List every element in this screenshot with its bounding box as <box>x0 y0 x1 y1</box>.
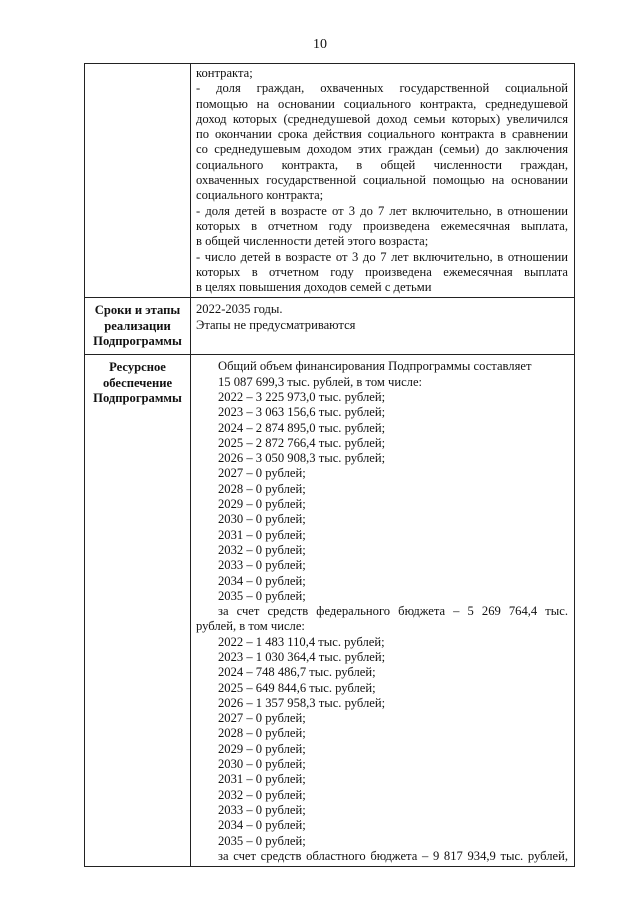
funding-total: 15 087 699,3 тыс. рублей, в том числе: <box>218 374 423 389</box>
indicators-label-cell <box>85 64 191 298</box>
funding-year-line: 2030 – 0 рублей; <box>218 512 306 527</box>
indicators-row <box>85 64 575 298</box>
regional-funding-line: за счет средств областного бюджета – 9 817 934,9 тыс. рублей, <box>218 848 568 863</box>
funding-year-line: 2026 – 3 050 908,3 тыс. рублей; <box>218 451 386 466</box>
federal-year-line: 2033 – 0 рублей; <box>218 802 306 817</box>
federal-year-line: 2032 – 0 рублей; <box>218 787 306 802</box>
federal-year-line: 2028 – 0 рублей; <box>218 726 306 741</box>
funding-cell <box>191 355 575 867</box>
indicator-line: - доля детей в возрасте от 3 до 7 лет включительно, в отношении <box>196 203 568 218</box>
indicator-line: социального контракта, в общей численности граждан, <box>196 157 568 172</box>
federal-year-line: 2026 – 1 357 958,3 тыс. рублей; <box>218 695 386 710</box>
federal-year-line: 2024 – 748 486,7 тыс. рублей; <box>218 665 376 680</box>
funding-year-line: 2029 – 0 рублей; <box>218 497 306 512</box>
indicator-line: по окончании срока действия социального контракта в сравнении <box>196 127 568 142</box>
funding-row <box>85 355 575 867</box>
funding-year-line: 2028 – 0 рублей; <box>218 481 306 496</box>
federal-year-line: 2027 – 0 рублей; <box>218 711 306 726</box>
funding-year-line: 2032 – 0 рублей; <box>218 542 306 557</box>
indicator-line: доход которых (среднедушевой доход семьи которых) увеличился <box>196 111 568 126</box>
federal-year-line: 2022 – 1 483 110,4 тыс. рублей; <box>218 634 385 649</box>
federal-year-line: 2034 – 0 рублей; <box>218 818 306 833</box>
funding-intro: Общий объем финансирования Подпрограммы составляет <box>218 359 532 374</box>
terms-label: Сроки и этапы реализации Подпрограммы <box>85 298 191 355</box>
federal-year-line: 2031 – 0 рублей; <box>218 772 306 787</box>
federal-funding-line: за счет средств федерального бюджета – 5 269 764,4 тыс. <box>218 604 568 619</box>
funding-year-line: 2035 – 0 рублей; <box>218 588 306 603</box>
indicator-line: охваченных государственной социальной помощью на основании <box>196 173 568 188</box>
federal-year-line: 2030 – 0 рублей; <box>218 757 306 772</box>
terms-line: Этапы не предусматриваются <box>196 317 356 332</box>
federal-year-line: 2025 – 649 844,6 тыс. рублей; <box>218 680 376 695</box>
funding-year-line: 2034 – 0 рублей; <box>218 573 306 588</box>
terms-cell <box>191 298 575 355</box>
funding-year-line: 2023 – 3 063 156,6 тыс. рублей; <box>218 405 386 420</box>
indicators-cell <box>191 64 575 298</box>
funding-year-line: 2031 – 0 рублей; <box>218 527 306 542</box>
funding-year-line: 2027 – 0 рублей; <box>218 466 306 481</box>
indicator-line: в целях повышения доходов семей с детьми <box>196 280 432 295</box>
funding-year-line: 2025 – 2 872 766,4 тыс. рублей; <box>218 435 386 450</box>
federal-year-line: 2029 – 0 рублей; <box>218 741 306 756</box>
indicator-line: которых в отчетном году произведена ежемесячная выплата, <box>196 218 568 233</box>
indicator-line: которых в отчетном году произведена ежемесячная выплата <box>196 264 568 279</box>
indicator-line: - число детей в возрасте от 3 до 7 лет включительно, в отношении <box>196 249 568 264</box>
federal-funding-line: рублей, в том числе: <box>196 619 305 634</box>
indicator-line: контракта; <box>196 66 253 80</box>
indicator-line: - доля граждан, охваченных государственной социальной <box>196 81 568 96</box>
funding-year-line: 2024 – 2 874 895,0 тыс. рублей; <box>218 420 386 435</box>
funding-year-line: 2022 – 3 225 973,0 тыс. рублей; <box>218 389 386 404</box>
indicator-line: в общей численности детей этого возраста; <box>196 234 429 249</box>
passport-table <box>84 63 575 867</box>
federal-year-line: 2023 – 1 030 364,4 тыс. рублей; <box>218 649 386 664</box>
indicator-line: со среднедушевым доходом этих граждан (семьи) до заключения <box>196 142 568 157</box>
indicator-line: социального контракта; <box>196 188 324 203</box>
federal-year-line: 2035 – 0 рублей; <box>218 833 306 848</box>
terms-row <box>85 298 575 355</box>
page-number: 10 <box>313 37 327 52</box>
terms-line: 2022-2035 годы. <box>196 302 283 317</box>
funding-label: Ресурсное обеспечение Подпрограммы <box>85 355 191 867</box>
funding-year-line: 2033 – 0 рублей; <box>218 558 306 573</box>
indicator-line: помощью на основании социального контракта, среднедушевой <box>196 96 568 111</box>
